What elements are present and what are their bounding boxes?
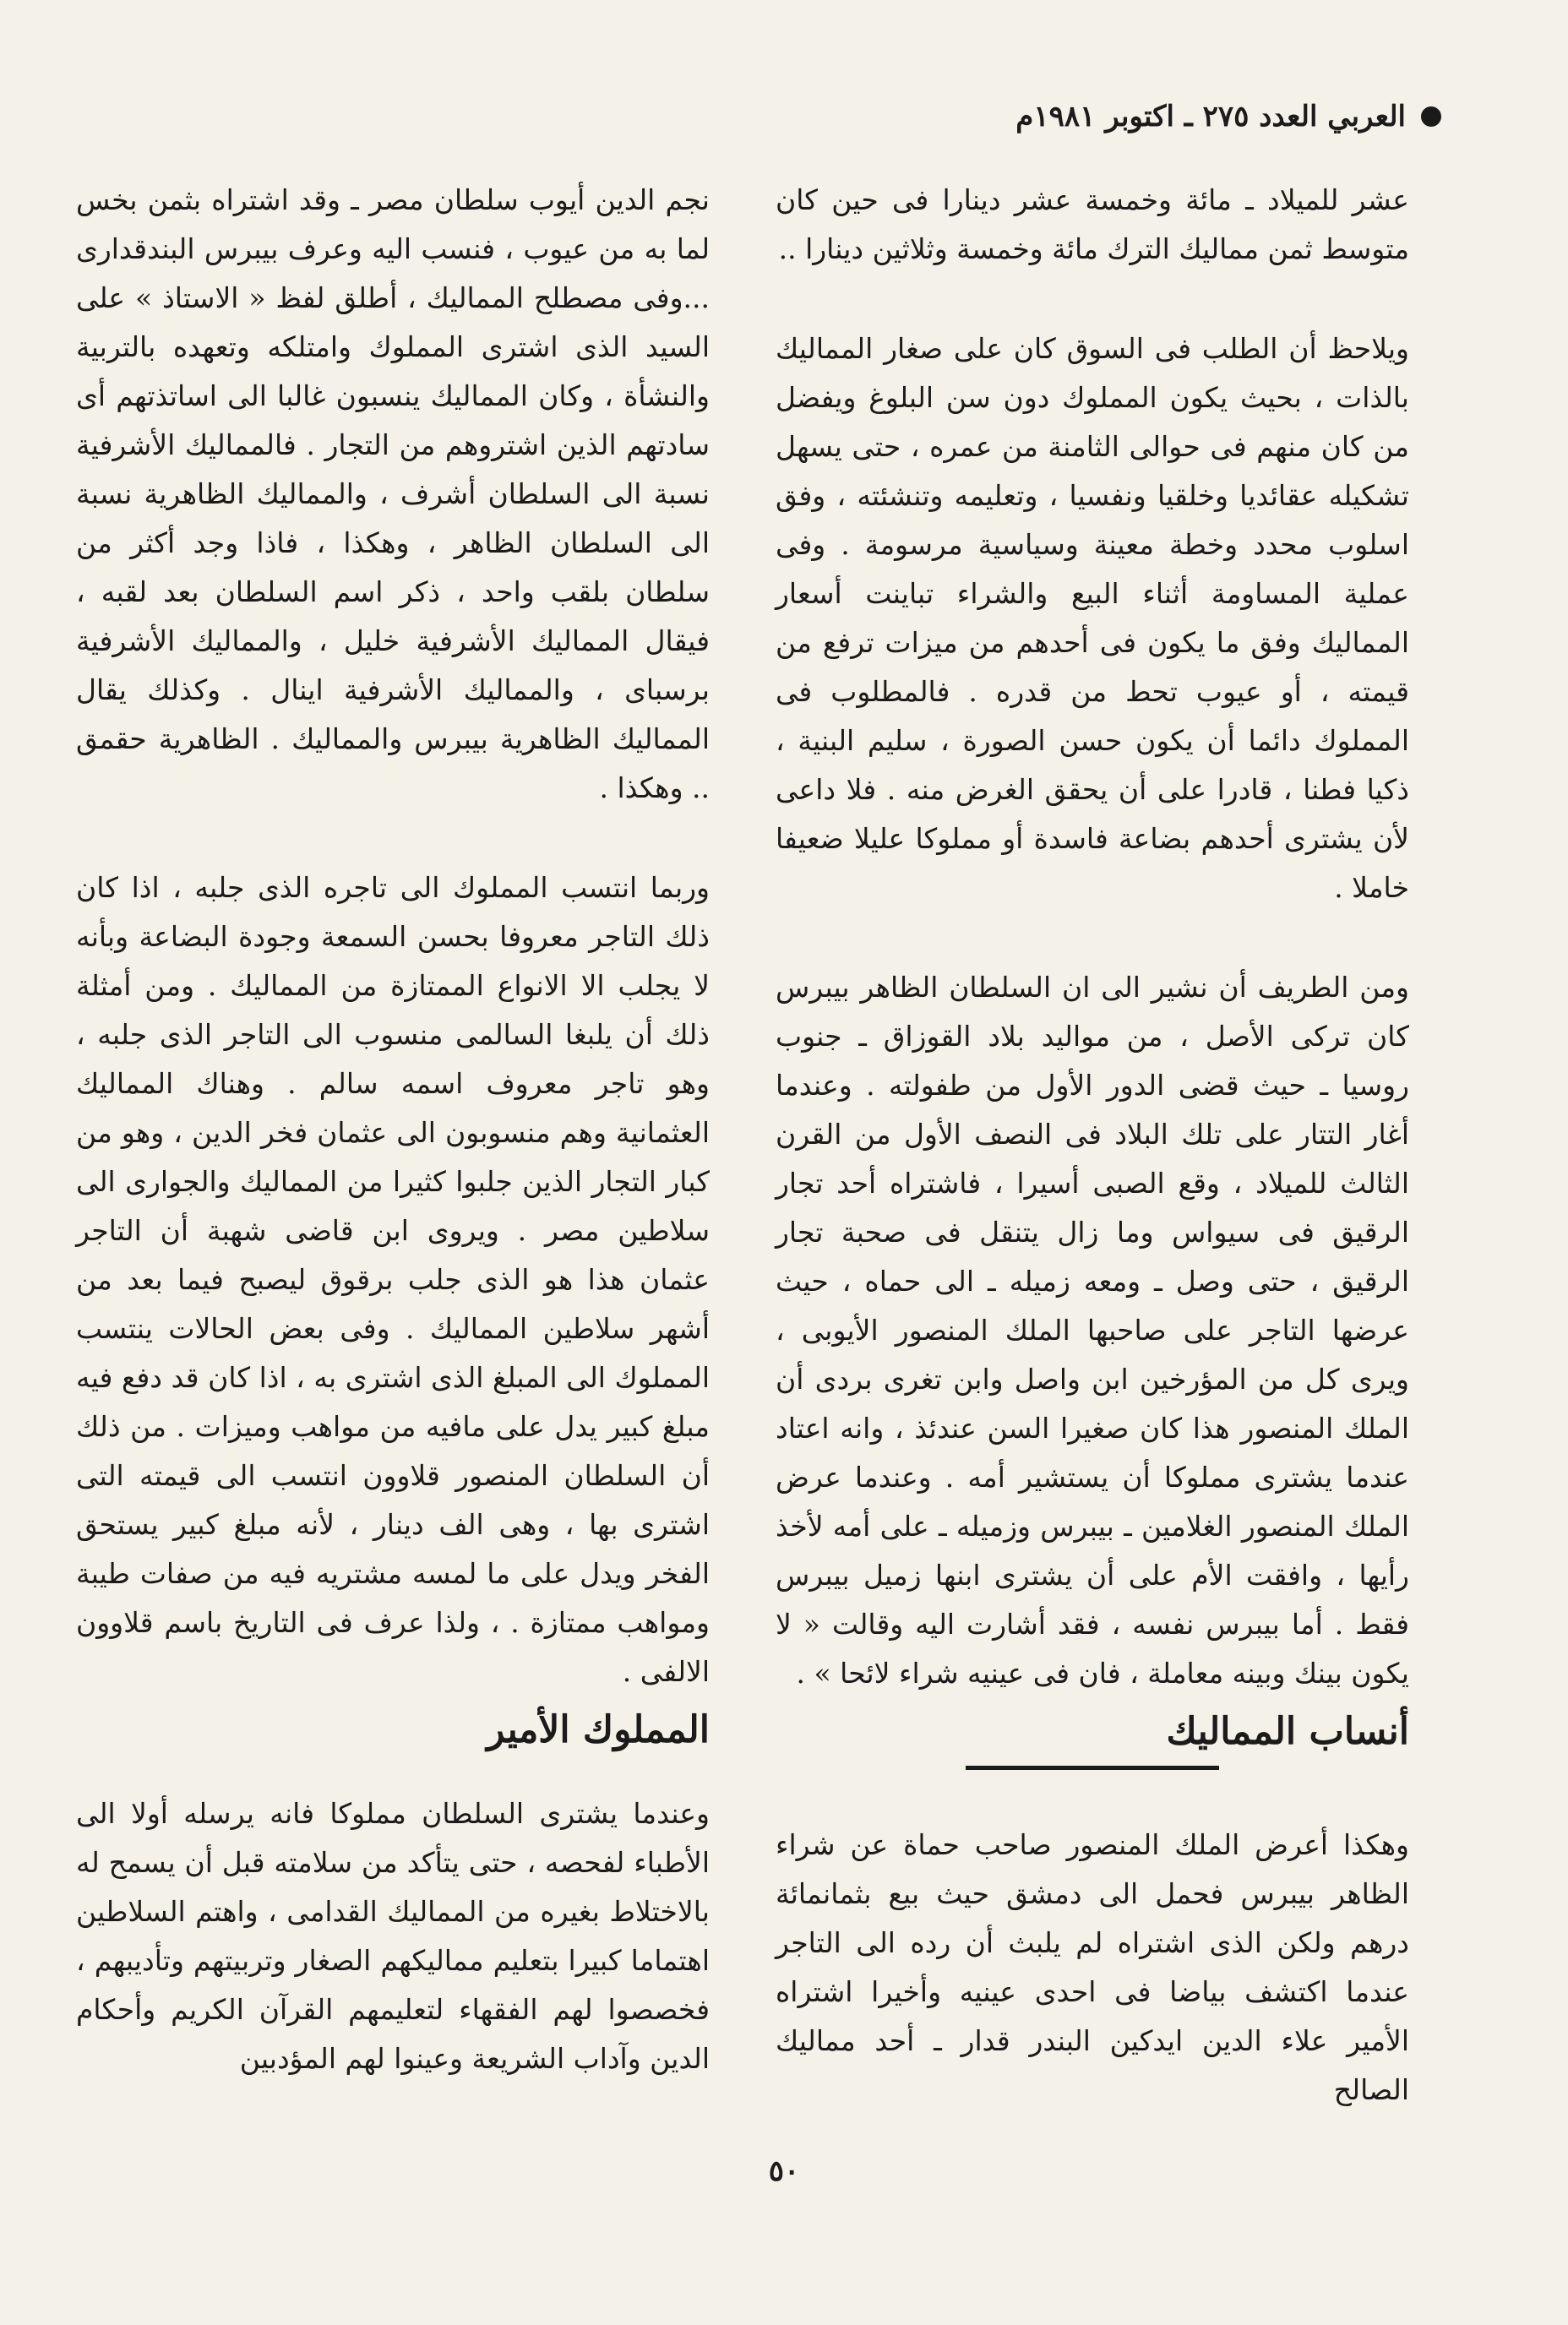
paragraph: ويلاحظ أن الطلب فى السوق كان على صغار المماليك بالذات ، بحيث يكون المملوك دون سن البلوغ ويفضل من كان منهم فى حوالى الثامنة من عمره ، حتى يسهل تشكيله عقائديا وخلقيا ونفسيا ، وتعليمه وتنشئته ، وفق اسلوب محدد وخطة معينة وسياسية مرسومة . وفى عملية المساومة أثناء البيع والشراء تباينت أسعار المماليك وفق ما يكون فى أحدهم من ميزات ترفع من قيمته ، أو عيوب تحط من قدره . فالمطلوب فى المملوك دائما أن يكون حسن الصورة ، سليم البنية ، ذكيا فطنا ، قادرا على أن يحقق الغرض منه . فلا داعى لأن يشترى أحدهم بضاعة فاسدة أو مملوكا عليلا ضعيفا خاملا . <box>776 332 1409 904</box>
left-column <box>76 176 710 2134</box>
bullet-icon <box>1421 106 1441 127</box>
paragraph: عشر للميلاد ـ مائة وخمسة عشر دينارا فى حين كان متوسط ثمن مماليك الترك مائة وخمسة وثلاثين دينارا .. <box>776 183 1409 265</box>
header-title: العربي العدد ٢٧٥ ـ اكتوبر ١٩٨١م <box>1015 100 1406 133</box>
paragraph: ومن الطريف أن نشير الى ان السلطان الظاهر بيبرس كان تركى الأصل ، من مواليد بلاد القوزاق ـ جنوب روسيا ـ حيث قضى الدور الأول من طفولته . وعندما أغار التتار على تلك البلاد فى النصف الأول من القرن الثالث للميلاد ، وقع الصبى أسيرا ، فاشتراه أحد تجار الرقيق فى سيواس وما زال يتنقل فى صحبة تجار الرقيق ، حتى وصل ـ ومعه زميله ـ الى حماه ، حيث عرضها التاجر على صاحبها الملك المنصور الأيوبى ، ويرى كل من المؤرخين ابن واصل وابن تغرى بردى أن الملك المنصور هذا كان صغيرا السن عندئذ ، وانه اعتاد عندما يشترى مملوكا أن يستشير أمه . وعندما عرض الملك المنصور الغلامين ـ بيبرس وزميله ـ على أمه لأخذ رأيها ، وافقت الأم على أن يشترى ابنها زميل بيبرس فقط . أما بيبرس نفسه ، فقد أشارت اليه وقالت « لا يكون بينك وبينه معاملة ، فان فى عينيه شراء لائحا » . <box>776 971 1409 1690</box>
section-heading: المملوك الأمير <box>487 1708 710 1751</box>
page-number: ٥٠ <box>768 2154 800 2188</box>
paragraph: وربما انتسب المملوك الى تاجره الذى جلبه ، اذا كان ذلك التاجر معروفا بحسن السمعة وجودة البضاعة وبأنه لا يجلب الا الانواع الممتازة من المماليك . ومن أمثلة ذلك أن يلبغا السالمى منسوب الى التاجر الذى جلبه ، وهو تاجر معروف اسمه سالم . وهناك المماليك العثمانية وهم منسوبون الى عثمان فخر الدين ، وهو من كبار التجار الذين جلبوا كثيرا من المماليك والجوارى الى سلاطين مصر . ويروى ابن قاضى شهبة أن التاجر عثمان هذا هو الذى جلب برقوق ليصبح فيما بعد من أشهر سلاطين المماليك . وفى بعض الحالات ينتسب المملوك الى المبلغ الذى اشترى به ، اذا كان قد دفع فيه مبلغ كبير يدل على مافيه من مواهب وميزات . من ذلك أن السلطان المنصور قلاوون انتسب الى قيمته التى اشترى بها ، وهى الف دينار ، لأنه مبلغ كبير يستحق الفخر ويدل على ما لمسه مشتريه فيه من صفات طيبة ومواهب ممتازة . ، ولذا عرف فى التاريخ باسم قلاوون الالفى . <box>76 871 710 1688</box>
paragraph: وعندما يشترى السلطان مملوكا فانه يرسله أولا الى الأطباء لفحصه ، حتى يتأكد من سلامته قبل أن يسمح له بالاختلاط بغيره من المماليك القدامى ، واهتم السلاطين اهتماما كبيرا بتعليم مماليكهم الصغار وتربيتهم وتأديبهم ، فخصصوا لهم الفقهاء لتعليمهم القرآن الكريم وأحكام الدين وآداب الشريعة وعينوا لهم المؤدبين <box>76 1797 710 2075</box>
running-header <box>1015 100 1441 133</box>
section-heading: أنساب المماليك <box>1166 1710 1409 1753</box>
paragraph: وهكذا أعرض الملك المنصور صاحب حماة عن شراء الظاهر بيبرس فحمل الى دمشق حيث بيع بثمانمائة درهم ولكن الذى اشتراه لم يلبث أن رده الى التاجر عندما اكتشف بياضا فى احدى عينيه وأخيرا اشتراه الأمير علاء الدين ايدكين البندر قدار ـ أحد مماليك الصالح <box>776 1828 1409 2106</box>
heading-underline <box>966 1766 1219 1770</box>
paragraph: نجم الدين أيوب سلطان مصر ـ وقد اشتراه بثمن بخس لما به من عيوب ، فنسب اليه وعرف بيبرس البندقدارى ...وفى مصطلح المماليك ، أطلق لفظ « الاستاذ » على السيد الذى اشترى المملوك وامتلكه وتعهده بالتربية والنشأة ، وكان المماليك ينسبون غالبا الى اساتذتهم أى سادتهم الذين اشتروهم من التجار . فالمماليك الأشرفية نسبة الى السلطان أشرف ، والمماليك الظاهرية نسبة الى السلطان الظاهر ، وهكذا ، فاذا وجد أكثر من سلطان بلقب واحد ، ذكر اسم السلطان بعد لقبه ، فيقال المماليك الأشرفية خليل ، والمماليك الأشرفية برسباى ، والمماليك الأشرفية اينال . وكذلك يقال المماليك الظاهرية بيبرس والمماليك . الظاهرية حقمق .. وهكذا . <box>76 183 710 804</box>
right-column <box>776 176 1409 2165</box>
